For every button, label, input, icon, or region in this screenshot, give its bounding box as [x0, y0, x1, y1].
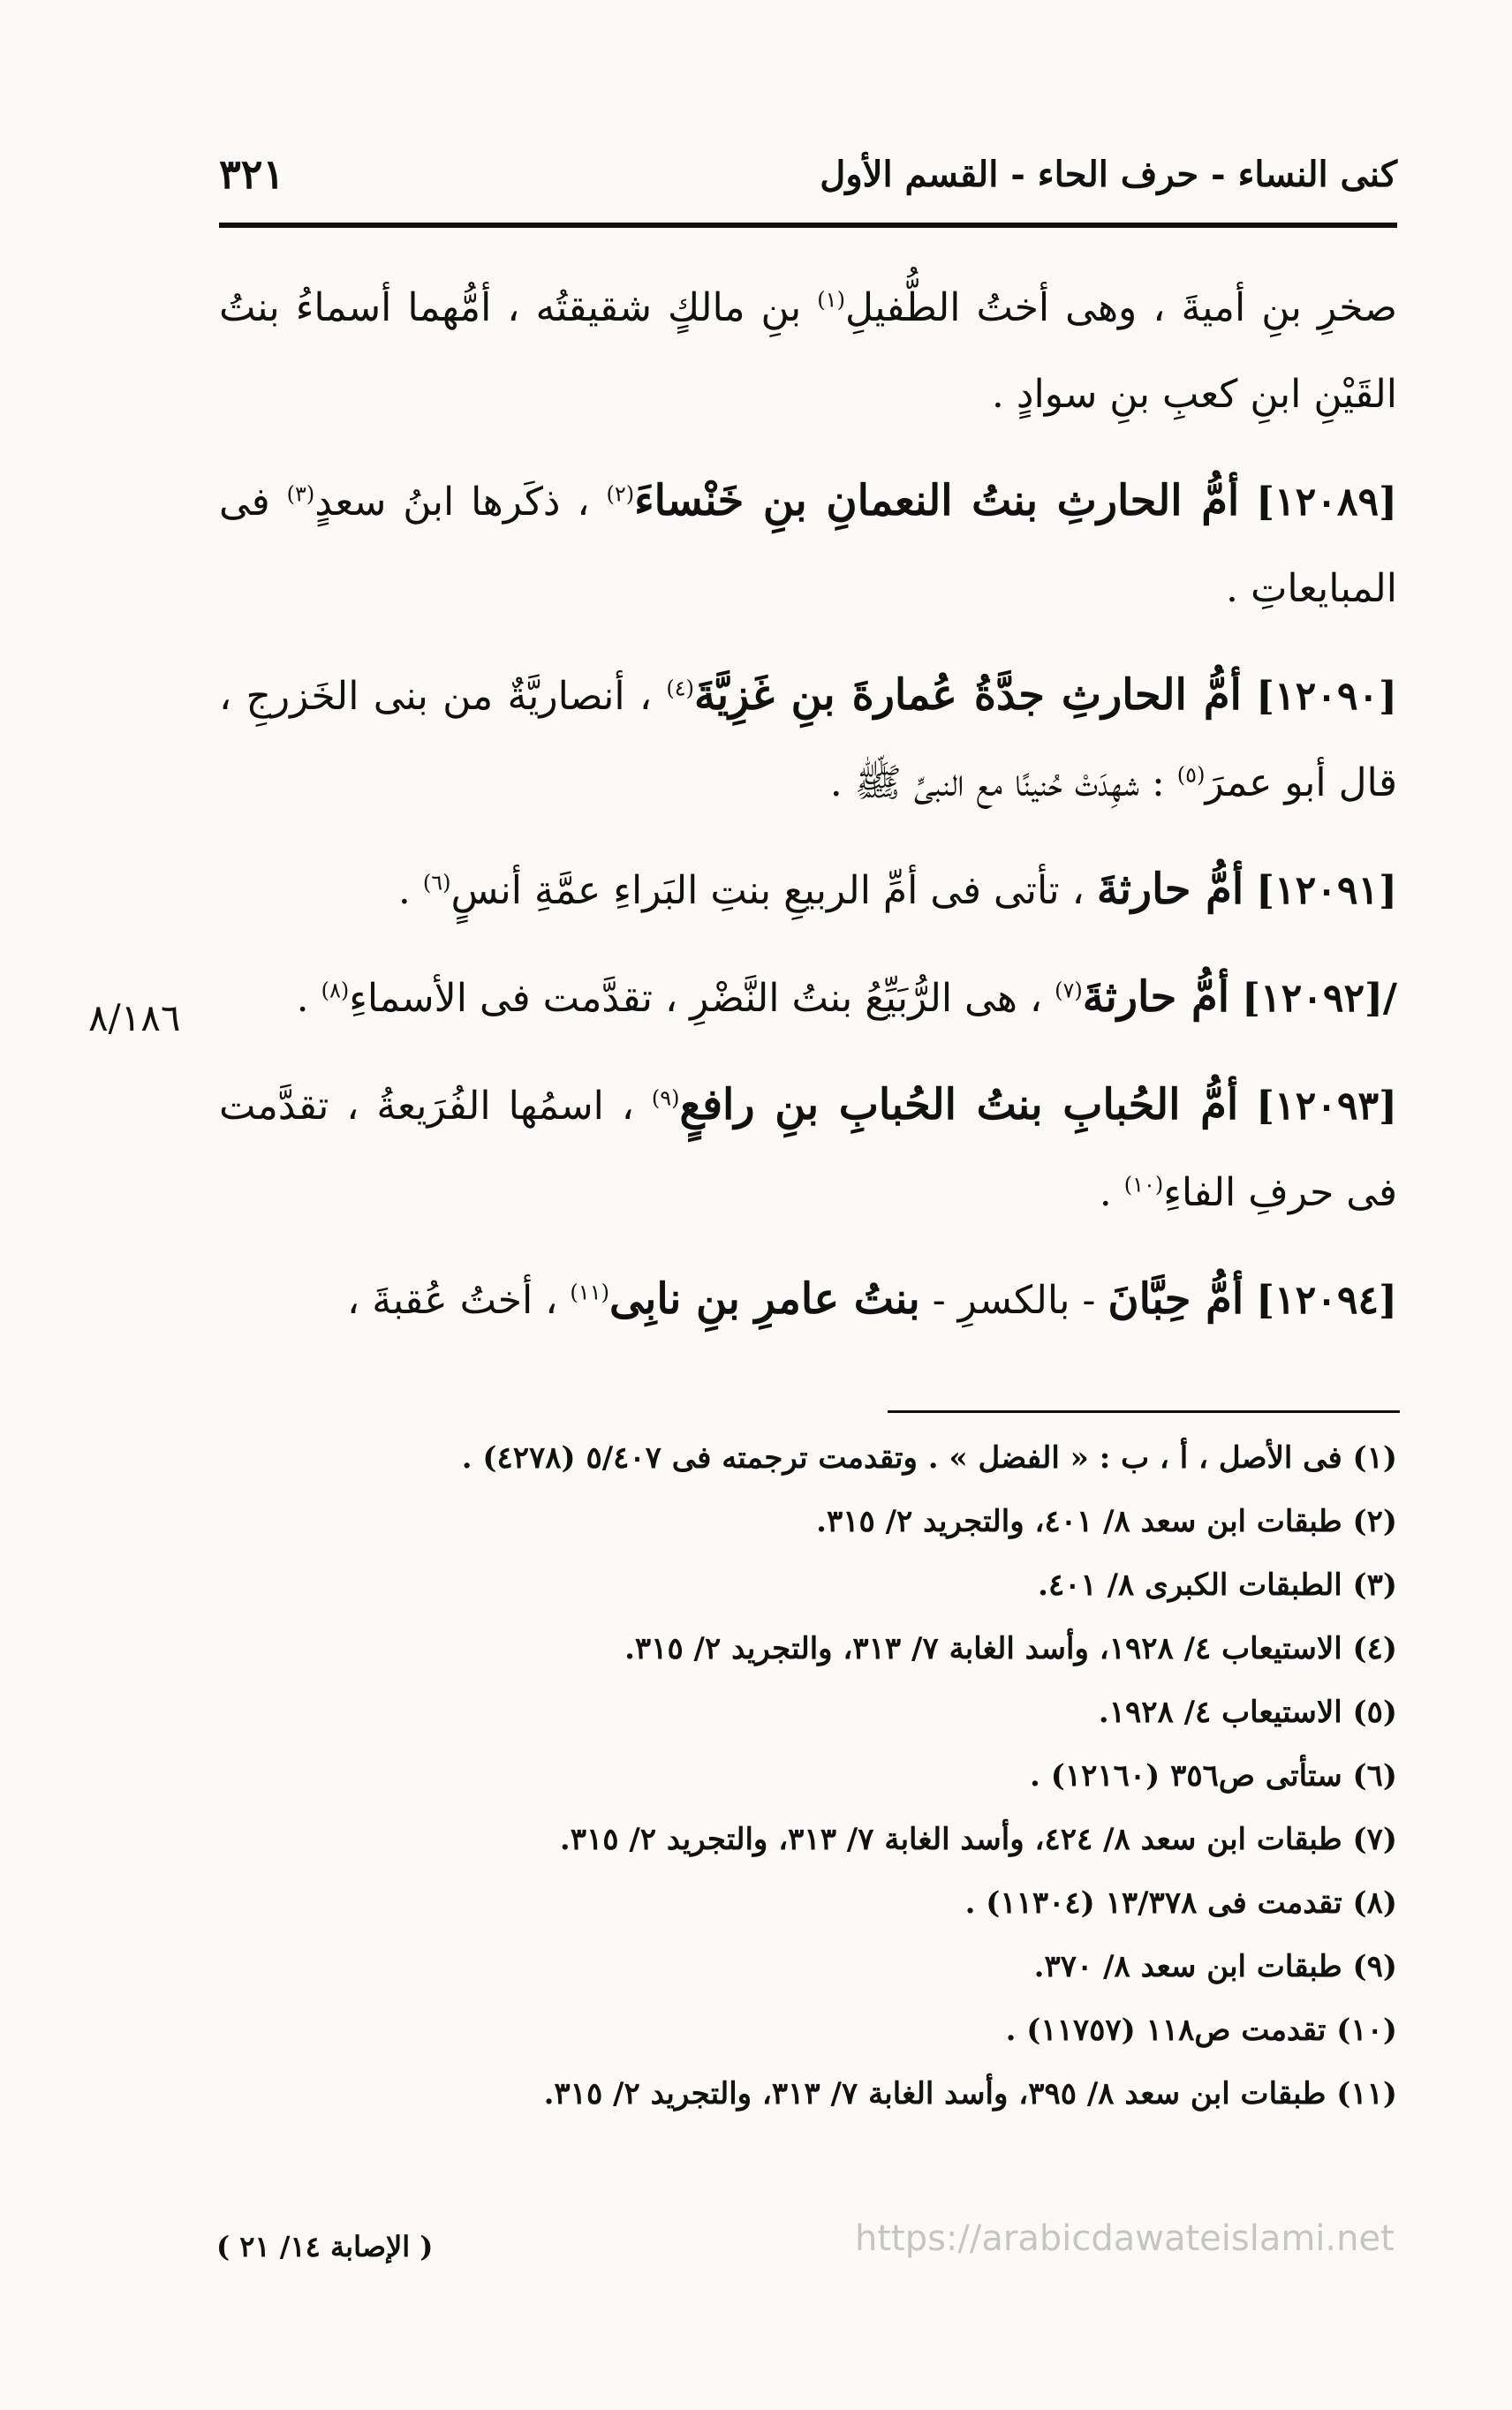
margin-reference: ٨/١٨٦: [88, 996, 181, 1039]
entry-number: [١٢٠٩١]: [1256, 868, 1397, 913]
footnote: (٥) الاستيعاب ٤/ ١٩٢٨.: [1098, 1695, 1397, 1730]
footnote-ref: (٤): [666, 676, 694, 701]
main-text: [219, 265, 1397, 1364]
footnote-ref: (٧): [1055, 978, 1083, 1003]
page-header: [219, 141, 1397, 228]
entry-12090: [١٢٠٩٠] أمُّ الحارثِ جدَّةُ عُمارةَ بنِ غَزِيَّةَ$^{(٤)}$ ، أنصاريَّةٌ من بنى الخَزرجِ ، قال أبو عمرَ$^{(٥)}$ : شهِدَتْ حُنينًا مع النبىِّ ﷺ .: [219, 670, 1397, 805]
footnote-ref: (٣): [286, 481, 315, 507]
footnotes: [265, 1426, 1397, 2126]
signature-mark: ( الإصابة ١٤/ ٢١ ): [216, 2230, 434, 2263]
entry-name: أمُّ الحارثِ جدَّةُ عُمارةَ بنِ غَزِيَّةَ: [694, 670, 1242, 720]
entry-12093: [١٢٠٩٣] أمُّ الحُبابِ بنتُ الحُبابِ بنِ رافعٍ$^{(٩)}$ ، اسمُها الفُرَيعةُ ، تقدَّمت فى حرفِ الفاءِ$^{(١٠)}$ .: [219, 1080, 1397, 1215]
entry-number: /[١٢٠٩٢]: [1242, 976, 1397, 1021]
entry-name-continued: بنتُ عامرِ بنِ نابِى: [609, 1274, 920, 1324]
paragraph-continuation: صخرِ بنِ أميةَ ، وهى أختُ الطُّفيلِ$^{(١)}$ بنِ مالكٍ شقيقتُه ، أمُّهما أسماءُ بنتُ القَيْنِ ابنِ كعبِ بنِ سوادٍ .: [219, 285, 1397, 417]
footnote: (٣) الطبقات الكبرى ٨/ ٤٠١.: [1038, 1568, 1397, 1603]
footnote: (٤) الاستيعاب ٤/ ١٩٢٨، وأسد الغابة ٧/ ٣١٣، والتجريد ٢/ ٣١٥.: [624, 1631, 1397, 1666]
footnote-divider: [888, 1410, 1400, 1413]
entry-name: أمُّ حارثةَ: [1096, 865, 1244, 914]
entry-number: [١٢٠٩٤]: [1256, 1278, 1397, 1323]
footnote: (٩) طبقات ابن سعد ٨/ ٣٧٠.: [1033, 1949, 1397, 1984]
watermark: https://arabicdawateislami.net: [855, 2218, 1395, 2259]
footnote-ref: (٥): [1176, 762, 1206, 788]
page-number: ٣٢١: [219, 150, 285, 198]
footnote: (٧) طبقات ابن سعد ٨/ ٤٢٤، وأسد الغابة ٧/ ٣١٣، والتجريد ٢/ ٣١٥.: [559, 1822, 1397, 1857]
entry-name: أمُّ حارثةَ: [1082, 972, 1230, 1022]
footnote: (٦) ستأتى ص٣٥٦ (١٢١٦٠) .: [1030, 1758, 1397, 1794]
entry-name: أمُّ الحُبابِ بنتُ الحُبابِ بنِ رافعٍ: [679, 1080, 1239, 1129]
entry-12091: [١٢٠٩١] أمُّ حارثةَ ، تأتى فى أمِّ الربيعِ بنتِ البَراءِ عمَّةِ أنسٍ$^{(٦)}$ .: [397, 865, 1397, 914]
entry-number: [١٢٠٩٠]: [1256, 674, 1397, 719]
entry-12092: /[١٢٠٩٢] أمُّ حارثةَ$^{(٧)}$ ، هى الرُّبَيِّعُ بنتُ النَّضْرِ ، تقدَّمت فى الأسماءِ$^{(٨)}$ .: [296, 972, 1397, 1022]
footnote-ref: (٨): [321, 978, 350, 1003]
footnote: (١١) طبقات ابن سعد ٨/ ٣٩٥، وأسد الغابة ٧/ ٣١٣، والتجريد ٢/ ٣١٥.: [543, 2076, 1397, 2112]
footnote: (١) فى الأصل ، أ ، ب : « الفضل » . وتقدمت ترجمته فى ٥/٤٠٧ (٤٢٧٨) .: [461, 1440, 1397, 1476]
footnote: (٢) طبقات ابن سعد ٨/ ٤٠١، والتجريد ٢/ ٣١٥.: [816, 1504, 1397, 1539]
footnote: (١٠) تقدمت ص١١٨ (١١٧٥٧) .: [1005, 2013, 1397, 2048]
footnote-ref: (٢): [606, 481, 635, 507]
entry-12089: [١٢٠٨٩] أمُّ الحارثِ بنتُ النعمانِ بنِ خَنْساءَ$^{(٢)}$ ، ذكَرها ابنُ سعدٍ$^{(٣)}$ فى المبايعاتِ .: [219, 476, 1397, 611]
footnote-ref: (٦): [422, 870, 451, 895]
entry-12094: [١٢٠٩٤] أمُّ حِبَّانَ - بالكسرِ - بنتُ عامرِ بنِ نابِى$^{(١١)}$ ، أختُ عُقبةَ ،: [347, 1274, 1397, 1324]
entry-name: أمُّ الحارثِ بنتُ النعمانِ بنِ خَنْساءَ: [634, 476, 1240, 525]
entry-number: [١٢٠٩٣]: [1256, 1084, 1397, 1129]
entry-name: أمُّ حِبَّانَ: [1108, 1274, 1244, 1324]
entry-number: [١٢٠٨٩]: [1256, 480, 1397, 525]
footnote-ref: (١١): [570, 1280, 609, 1305]
running-title: كنى النساء - حرف الحاء - القسم الأول: [820, 154, 1397, 195]
footnote-ref: (٩): [651, 1085, 680, 1111]
footnote-ref: (١٠): [1123, 1172, 1164, 1197]
footnote: (٨) تقدمت فى ١٣/٣٧٨ (١١٣٠٤) .: [964, 1885, 1397, 1921]
footnote-ref: (١): [817, 287, 845, 313]
